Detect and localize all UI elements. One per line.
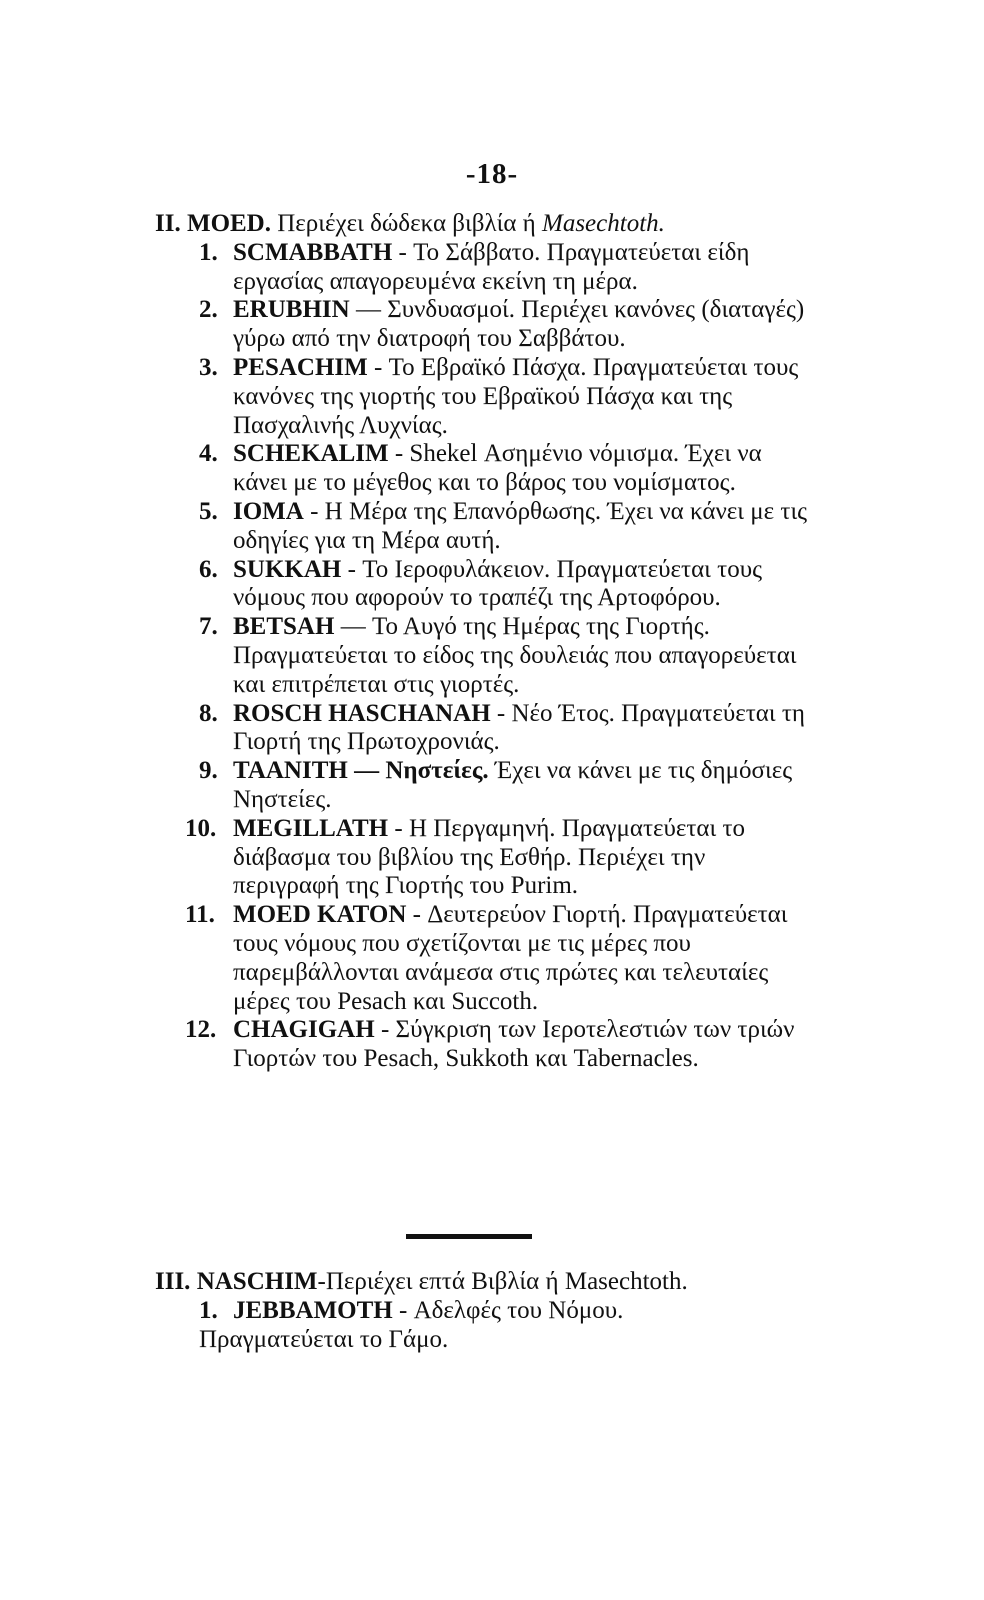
section-number: III. xyxy=(155,1268,191,1295)
item-separator: - xyxy=(367,353,389,381)
item-separator: - xyxy=(490,699,512,727)
section-name: NASCHIM xyxy=(196,1268,318,1295)
item-text: Το Αυγό της Ημέρας της Γιορτής. Πραγματεύεται το είδος της δουλειάς που απαγορεύεται και επιτρέπεται στις γιορτές. xyxy=(233,613,797,698)
item-number: 2. xyxy=(199,296,218,324)
section-moed xyxy=(155,210,815,1074)
item-name: SCHEKALIM xyxy=(233,440,389,468)
section-number: II. xyxy=(155,210,181,237)
item-text: Αδελφές του Νόμου. xyxy=(413,1296,624,1324)
item-text: Σύγκριση των Ιεροτελεστιών των τριών Γιορτών του Pesach, Sukkoth και Tabernacles. xyxy=(233,1016,795,1073)
item-name: SCMABBATH xyxy=(233,238,393,266)
item-number: 1. xyxy=(199,1296,218,1324)
item-separator: - xyxy=(374,1016,396,1044)
list-item xyxy=(199,296,815,354)
item-number: 10. xyxy=(185,814,217,842)
list-item xyxy=(199,613,815,699)
item-name: JEBBAMOTH xyxy=(233,1296,393,1324)
item-name: MEGILLATH xyxy=(233,814,389,842)
item-separator: - xyxy=(392,1296,414,1324)
section-heading xyxy=(155,1268,815,1297)
item-number: 12. xyxy=(185,1016,217,1044)
item-text: Συνδυασμοί. Περιέχει κανόνες (διαταγές) γύρω από την διατροφή του Σαββάτου. xyxy=(233,296,805,353)
item-separator: - xyxy=(388,814,409,842)
page-number: -18- xyxy=(465,158,519,190)
item-number: 4. xyxy=(199,440,218,468)
item-number: 8. xyxy=(199,699,218,727)
item-name: MOED KATON xyxy=(233,901,407,929)
list-item xyxy=(185,1016,815,1074)
item-number: 6. xyxy=(199,555,218,583)
list-item xyxy=(199,700,815,758)
item-separator: - xyxy=(341,555,363,583)
item-name: SUKKAH xyxy=(233,555,342,583)
item-name: CHAGIGAH xyxy=(233,1016,375,1044)
item-separator: - xyxy=(388,440,410,468)
item-separator: - xyxy=(392,238,414,266)
item-text: Η Περγαμηνή. Πραγματεύεται το διάβασμα του βιβλίου της Εσθήρ. Περιέχει την περιγραφή της Γιορτής του Purim. xyxy=(233,814,746,900)
item-name: ROSCH HASCHANAH xyxy=(233,699,491,727)
section-divider xyxy=(406,1234,532,1239)
item-text: Πραγματεύεται το Γάμο. xyxy=(199,1325,449,1353)
item-number: 9. xyxy=(199,757,218,785)
item-number: 11. xyxy=(185,901,215,929)
list-item xyxy=(199,239,815,297)
item-separator: - xyxy=(406,901,428,929)
item-text: Η Μέρα της Επανόρθωσης. Έχει να κάνει με τις οδηγίες για τη Μέρα αυτή. xyxy=(233,497,808,554)
item-name: TAANITH — Νηστείες. xyxy=(233,757,489,785)
item-number: 7. xyxy=(199,613,218,641)
list-item xyxy=(199,1297,815,1326)
item-name: PESACHIM xyxy=(233,353,368,381)
list-item xyxy=(199,556,815,614)
item-separator: - xyxy=(303,497,325,525)
item-number: 5. xyxy=(199,497,218,525)
item-separator: — xyxy=(349,296,388,324)
list-item xyxy=(199,354,815,440)
section-description-italic: Masechtoth. xyxy=(542,210,665,237)
item-text: Το Ιεροφυλάκειον. Πραγματεύεται τους νόμους που αφορούν το τραπέζι της Αρτοφόρου. xyxy=(233,555,762,612)
item-text: Νέο Έτος. Πραγματεύεται τη Γιορτή της Πρωτοχρονιάς. xyxy=(233,699,805,756)
section-description: -Περιέχει επτά Βιβλία ή Masechtoth. xyxy=(317,1268,688,1295)
item-number: 1. xyxy=(199,238,218,266)
section-name: MOED. xyxy=(186,210,271,237)
item-name: IOMA xyxy=(233,497,304,525)
item-text: Το Εβραϊκό Πάσχα. Πραγματεύεται τους κανόνες της γιορτής του Εβραϊκού Πάσχα και της Πασχαλινής Λυχνίας. xyxy=(233,353,799,439)
list-item xyxy=(185,901,815,1016)
section-heading xyxy=(155,210,815,239)
list-item xyxy=(185,814,815,901)
item-name: BETSAH xyxy=(233,613,335,641)
item-separator: — xyxy=(334,613,372,641)
item-text: Έχει να κάνει με τις δημόσιες Νηστείες. xyxy=(233,757,793,813)
section-naschim xyxy=(155,1268,815,1354)
list-item-continuation xyxy=(199,1326,815,1355)
list-item xyxy=(199,757,815,815)
item-text: Το Σάββατο. Πραγματεύεται είδη εργασίας απαγορευμένα εκείνη τη μέρα. xyxy=(233,238,750,295)
item-text: Shekel Ασημένιο νόμισμα. Έχει να κάνει με το μέγεθος και το βάρος του νομίσματος. xyxy=(233,440,762,497)
item-name: ERUBHIN xyxy=(233,296,350,324)
item-text: Δευτερεύον Γιορτή. Πραγματεύεται τους νόμους που σχετίζονται με τις μέρες που παρεμβάλλονται ανάμεσα στις πρώτες και τελευταίες μέρες του Pesach και Succoth. xyxy=(233,901,788,1015)
list-item xyxy=(199,498,815,556)
list-item xyxy=(199,440,815,498)
item-number: 3. xyxy=(199,353,218,381)
section-description: Περιέχει δώδεκα βιβλία ή xyxy=(277,210,536,237)
